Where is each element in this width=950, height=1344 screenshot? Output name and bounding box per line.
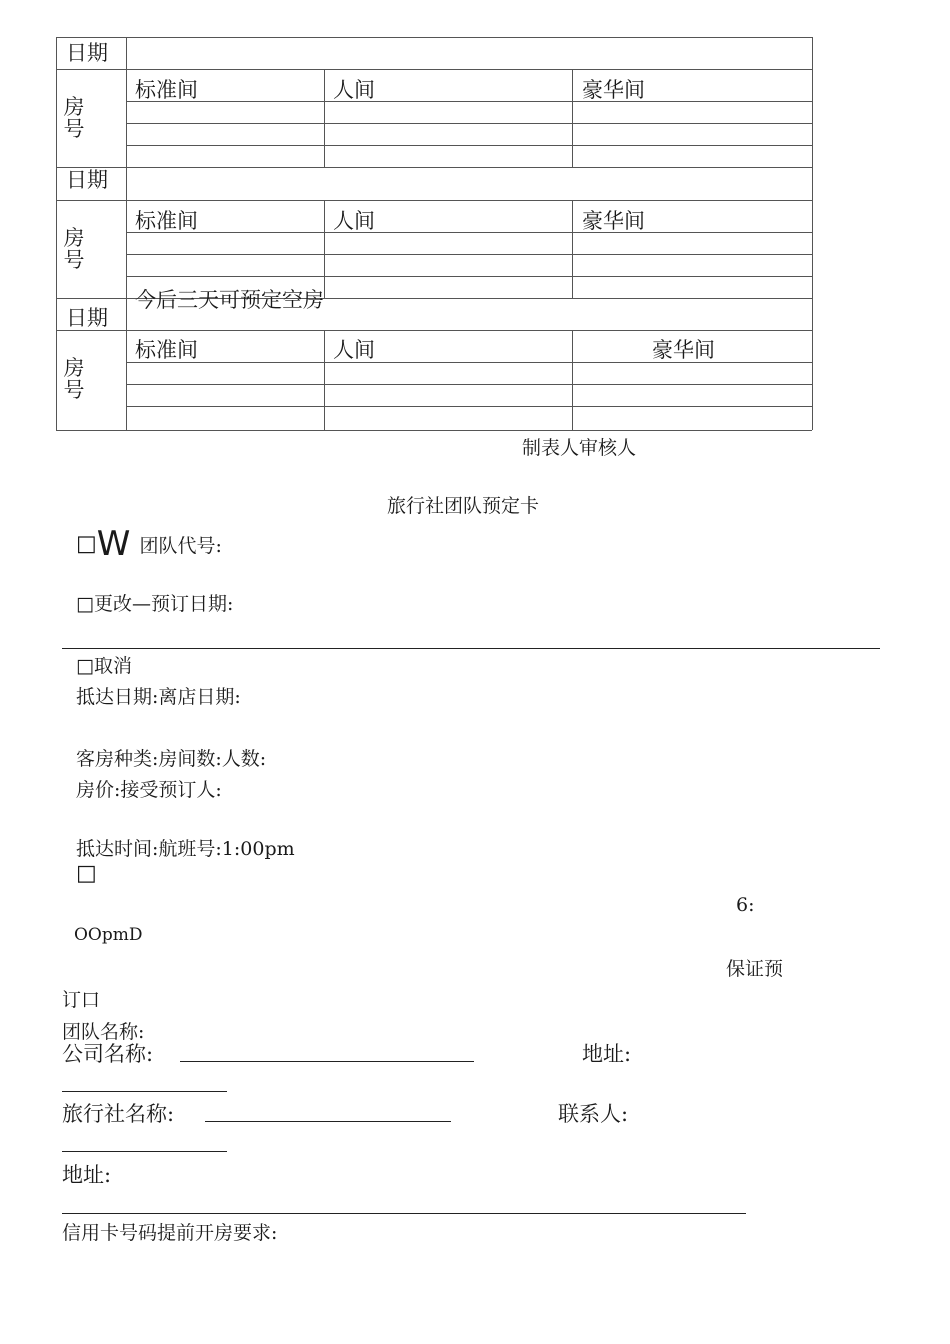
contact-person-label: 联系人: — [558, 1102, 629, 1126]
form-title: 旅行社团队预定卡 — [387, 495, 540, 517]
col-divider — [572, 69, 573, 167]
inner-row-line — [126, 123, 812, 124]
address-underline — [62, 1213, 746, 1214]
col-header-person: 人间 — [333, 209, 375, 233]
signoff-line: 制表人审核人 — [522, 437, 637, 459]
time-pm-text: OOpmD — [74, 925, 143, 945]
date-label: 日期 — [66, 306, 108, 330]
guarantee-text: 保证预 — [726, 958, 784, 980]
col-header-person: 人间 — [333, 78, 375, 102]
col-header-standard: 标准间 — [135, 338, 198, 362]
col-header-person: 人间 — [333, 338, 375, 362]
col-divider — [572, 330, 573, 430]
agency-name-underline — [205, 1121, 451, 1122]
section-divider — [62, 648, 880, 649]
row-line — [56, 430, 812, 431]
arrival-departure-line: 抵达日期:离店日期: — [76, 686, 241, 708]
table-border-right — [812, 37, 813, 430]
row-line — [56, 200, 812, 201]
row-line — [56, 330, 812, 331]
date-label: 日期 — [66, 168, 108, 192]
group-code-label: 团队代号: — [139, 534, 222, 557]
time-6-text: 6: — [736, 894, 755, 916]
row-line — [56, 167, 812, 168]
table-label-column-divider — [126, 37, 127, 430]
arrival-time-line: 抵达时间:航班号:1:00pm — [76, 838, 295, 860]
inner-row-line — [126, 145, 812, 146]
col-divider — [324, 69, 325, 167]
group-name-label: 团队名称: — [62, 1021, 145, 1043]
company-name-underline — [180, 1061, 474, 1062]
order-box-text: 订口 — [62, 989, 101, 1011]
col-header-deluxe: 豪华间 — [582, 78, 645, 102]
inner-row-line — [126, 254, 812, 255]
new-checkbox[interactable]: □ — [76, 531, 97, 557]
col-header-standard: 标准间 — [135, 78, 198, 102]
inner-row-line — [126, 101, 812, 102]
row-line — [56, 69, 812, 70]
row-line — [56, 37, 812, 38]
col-header-deluxe: 豪华间 — [582, 209, 645, 233]
company-address-underline — [62, 1091, 227, 1092]
col-divider — [324, 330, 325, 430]
room-number-label: 房号 — [63, 356, 85, 402]
col-header-deluxe: 豪华间 — [652, 338, 715, 362]
table-border-left — [56, 37, 57, 430]
contact-person-underline — [62, 1151, 227, 1152]
inner-row-line — [126, 406, 812, 407]
available-rooms-title: 今后三天可预定空房 — [135, 288, 324, 312]
date-label: 日期 — [66, 41, 108, 65]
inner-row-line — [126, 232, 812, 233]
new-booking-row — [76, 524, 222, 564]
inner-row-line — [126, 276, 812, 277]
company-address-label: 地址: — [582, 1042, 632, 1066]
col-divider — [324, 200, 325, 298]
room-type-line: 客房种类:房间数:人数: — [76, 748, 267, 770]
credit-card-line: 信用卡号码提前开房要求: — [62, 1222, 278, 1244]
room-number-label: 房号 — [63, 95, 85, 141]
col-header-standard: 标准间 — [135, 209, 198, 233]
inner-row-line — [126, 362, 812, 363]
cancel-label[interactable]: □取消 — [76, 655, 132, 677]
time-checkbox[interactable]: □ — [76, 861, 97, 886]
address-label: 地址: — [62, 1163, 112, 1187]
agency-name-label: 旅行社名称: — [62, 1102, 175, 1126]
inner-row-line — [126, 384, 812, 385]
room-number-label: 房号 — [63, 226, 85, 272]
company-name-label: 公司名称: — [62, 1042, 154, 1066]
col-divider — [572, 200, 573, 298]
new-letter: W — [96, 524, 131, 564]
change-booking-label[interactable]: □更改—预订日期: — [76, 593, 234, 615]
rate-line: 房价:接受预订人: — [76, 779, 222, 801]
